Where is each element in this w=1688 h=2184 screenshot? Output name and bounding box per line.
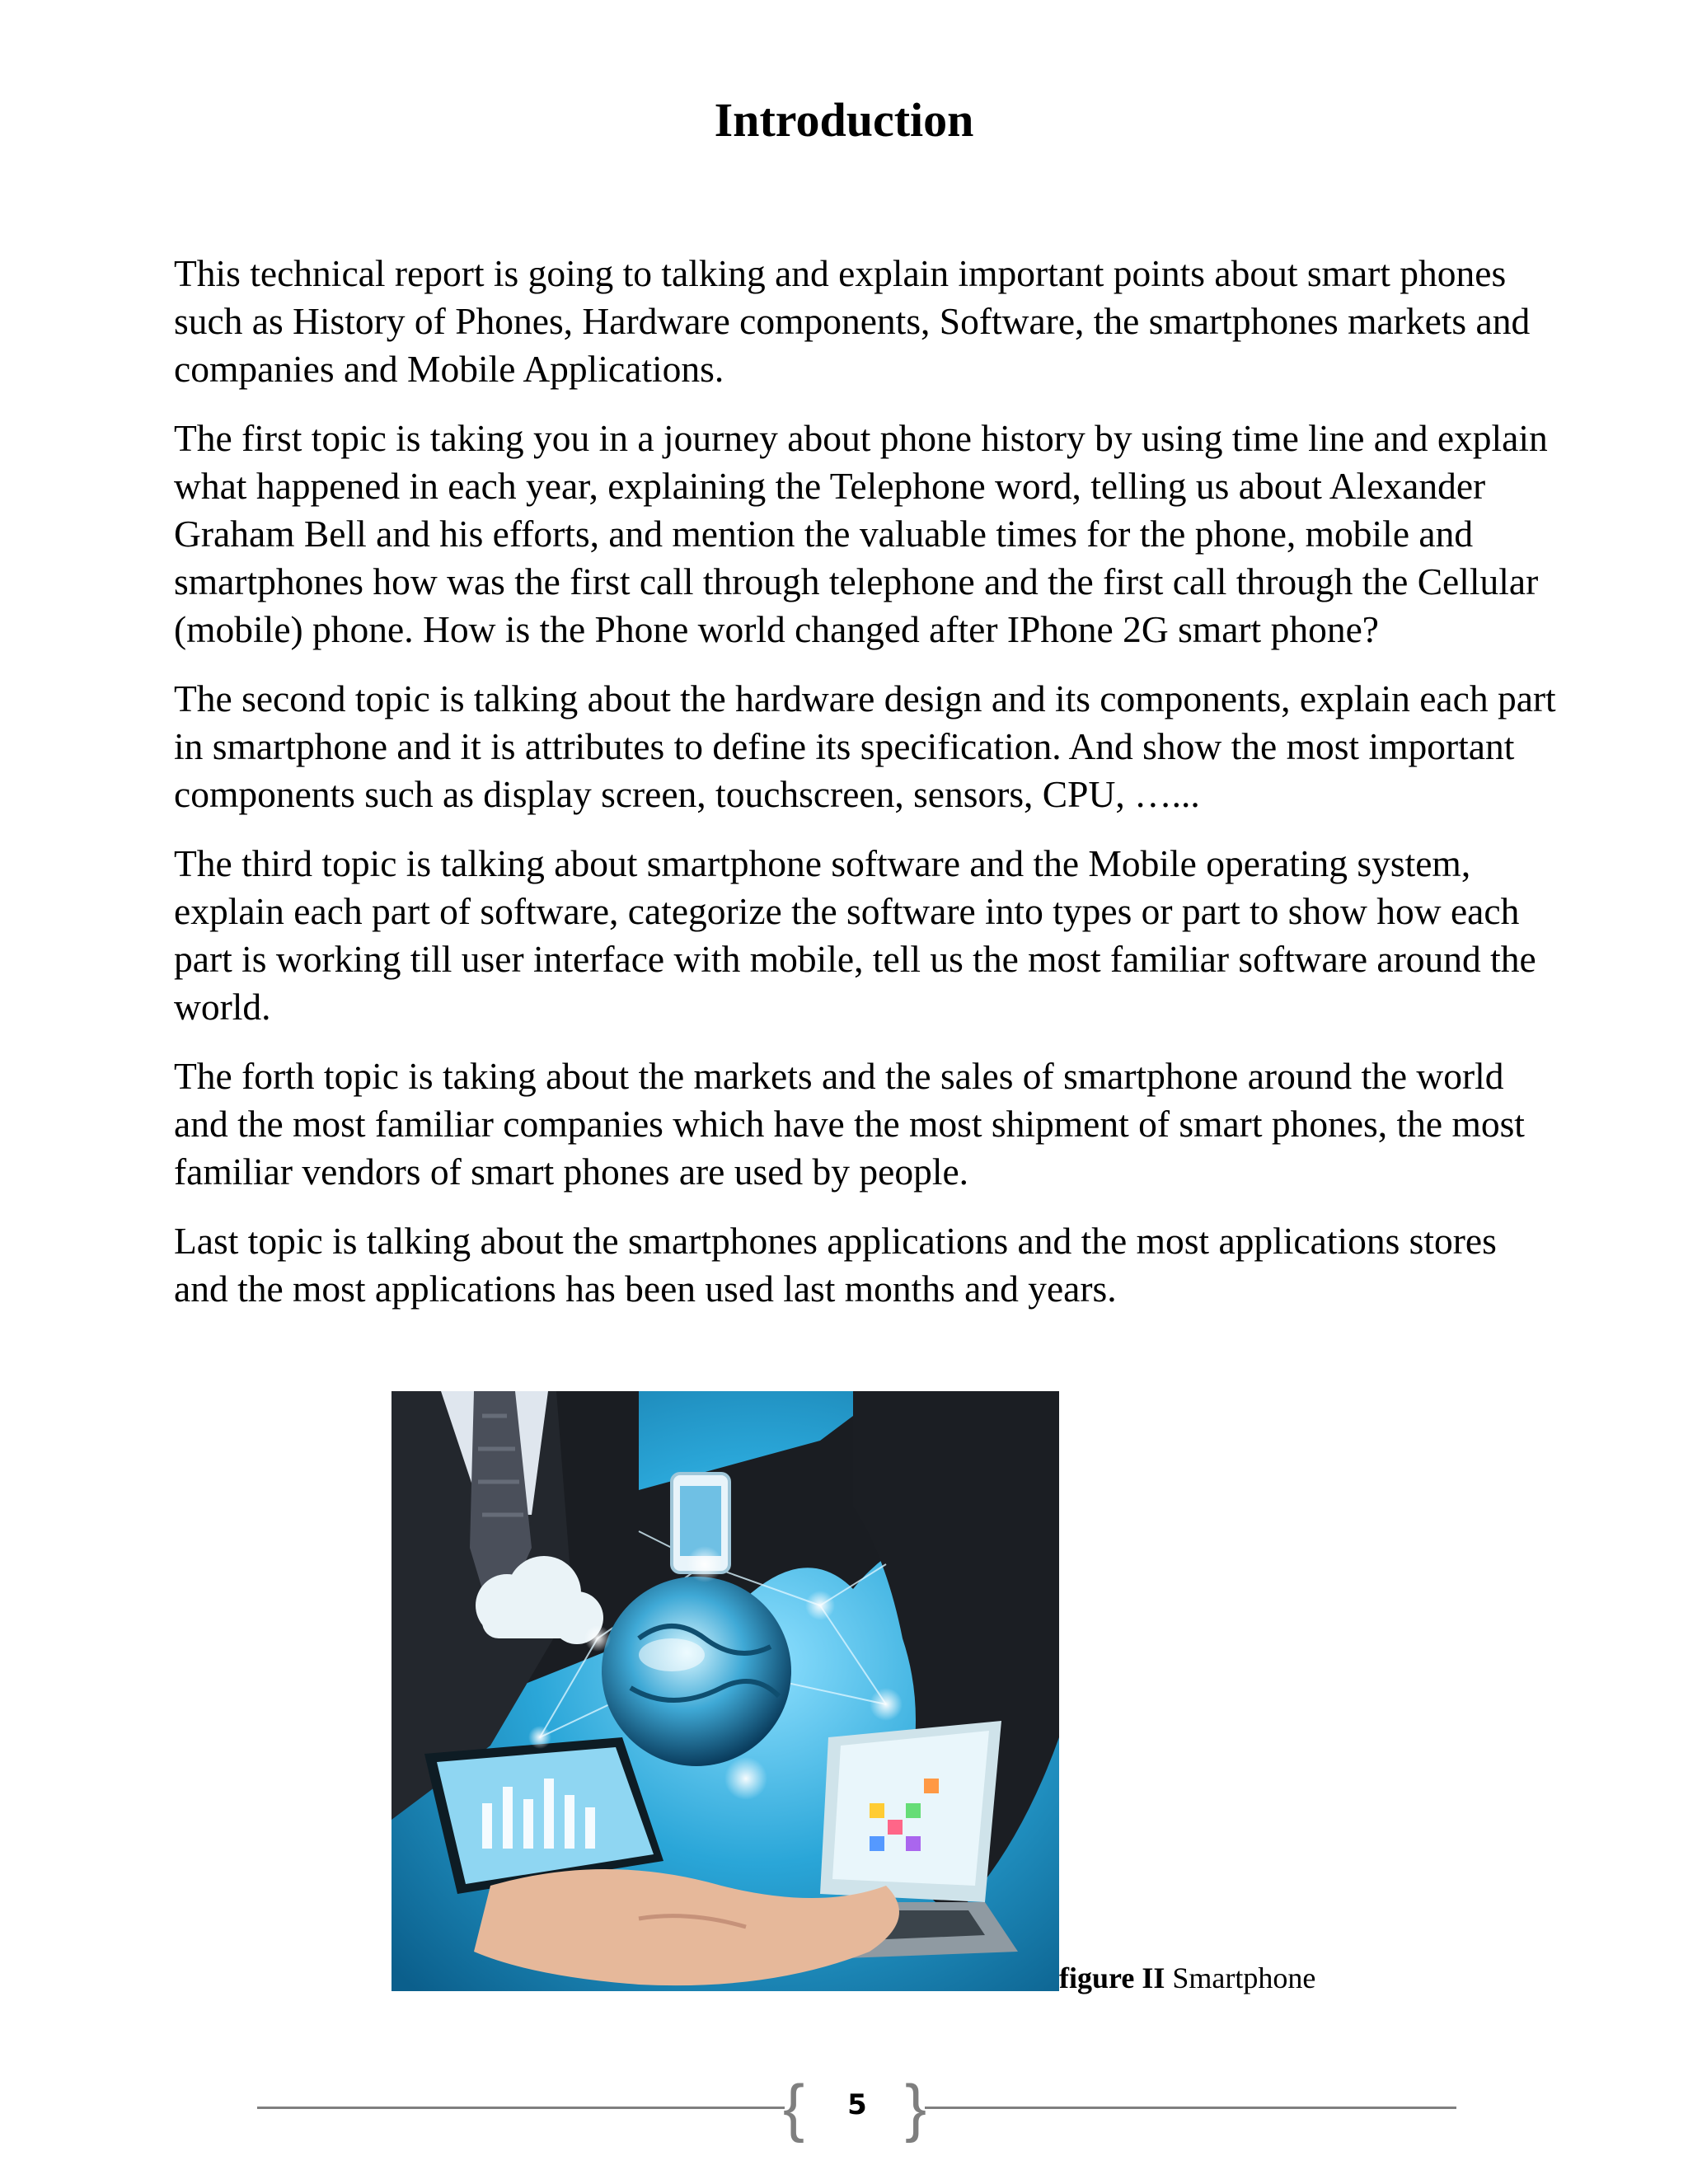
paragraph-fourth-topic: The forth topic is taking about the markets and the sales of smartphone around the world and the most familiar companies which have the most shipment of smart phones, the most familiar vendors of smart phones are used by people.	[174, 1055, 1525, 1193]
paragraph-last-topic: Last topic is talking about the smartphones applications and the most applications stores and the most applications has been used last months and years.	[174, 1220, 1497, 1310]
page-title: Introduction	[714, 93, 974, 147]
paragraph-intro: This technical report is going to talking and explain important points about smart phones such as History of Phones, Hardware components, Software, the smartphones markets and companies and Mobile Applications.	[174, 252, 1531, 390]
footer-open-brace-icon: {	[783, 2071, 805, 2144]
paragraph-third-topic: The third topic is talking about smartphone software and the Mobile operating system, explain each part of software, categorize the software into types or part to show how each part is working till user interface with mobile, tell us the most familiar software around the world.	[174, 842, 1536, 1028]
smartphone-illustration-image	[392, 1391, 1059, 1991]
footer-rule-right	[925, 2107, 1456, 2109]
body-text	[174, 250, 1559, 1334]
figure-caption-text: Smartphone	[1165, 1961, 1316, 1994]
paragraph-first-topic: The first topic is taking you in a journey about phone history by using time line and explain what happened in each year, explaining the Telephone word, telling us about Alexander Graham Bell and his efforts, and mention the valuable times for the phone, mobile and smartphones how was the first call through telephone and the first call through the Cellular (mobile) phone. How is the Phone world changed after IPhone 2G smart phone?	[174, 417, 1548, 650]
footer-close-brace-icon: }	[905, 2071, 927, 2144]
figure-caption	[1059, 1961, 1315, 1995]
paragraph-second-topic: The second topic is talking about the hardware design and its components, explain each part in smartphone and it is attributes to define its specification. And show the most important components such as display screen, touchscreen, sensors, CPU, …...	[174, 677, 1556, 815]
page-number: 5	[847, 2088, 867, 2121]
figure-label: figure II	[1059, 1961, 1165, 1994]
footer-rule-left	[257, 2107, 785, 2109]
